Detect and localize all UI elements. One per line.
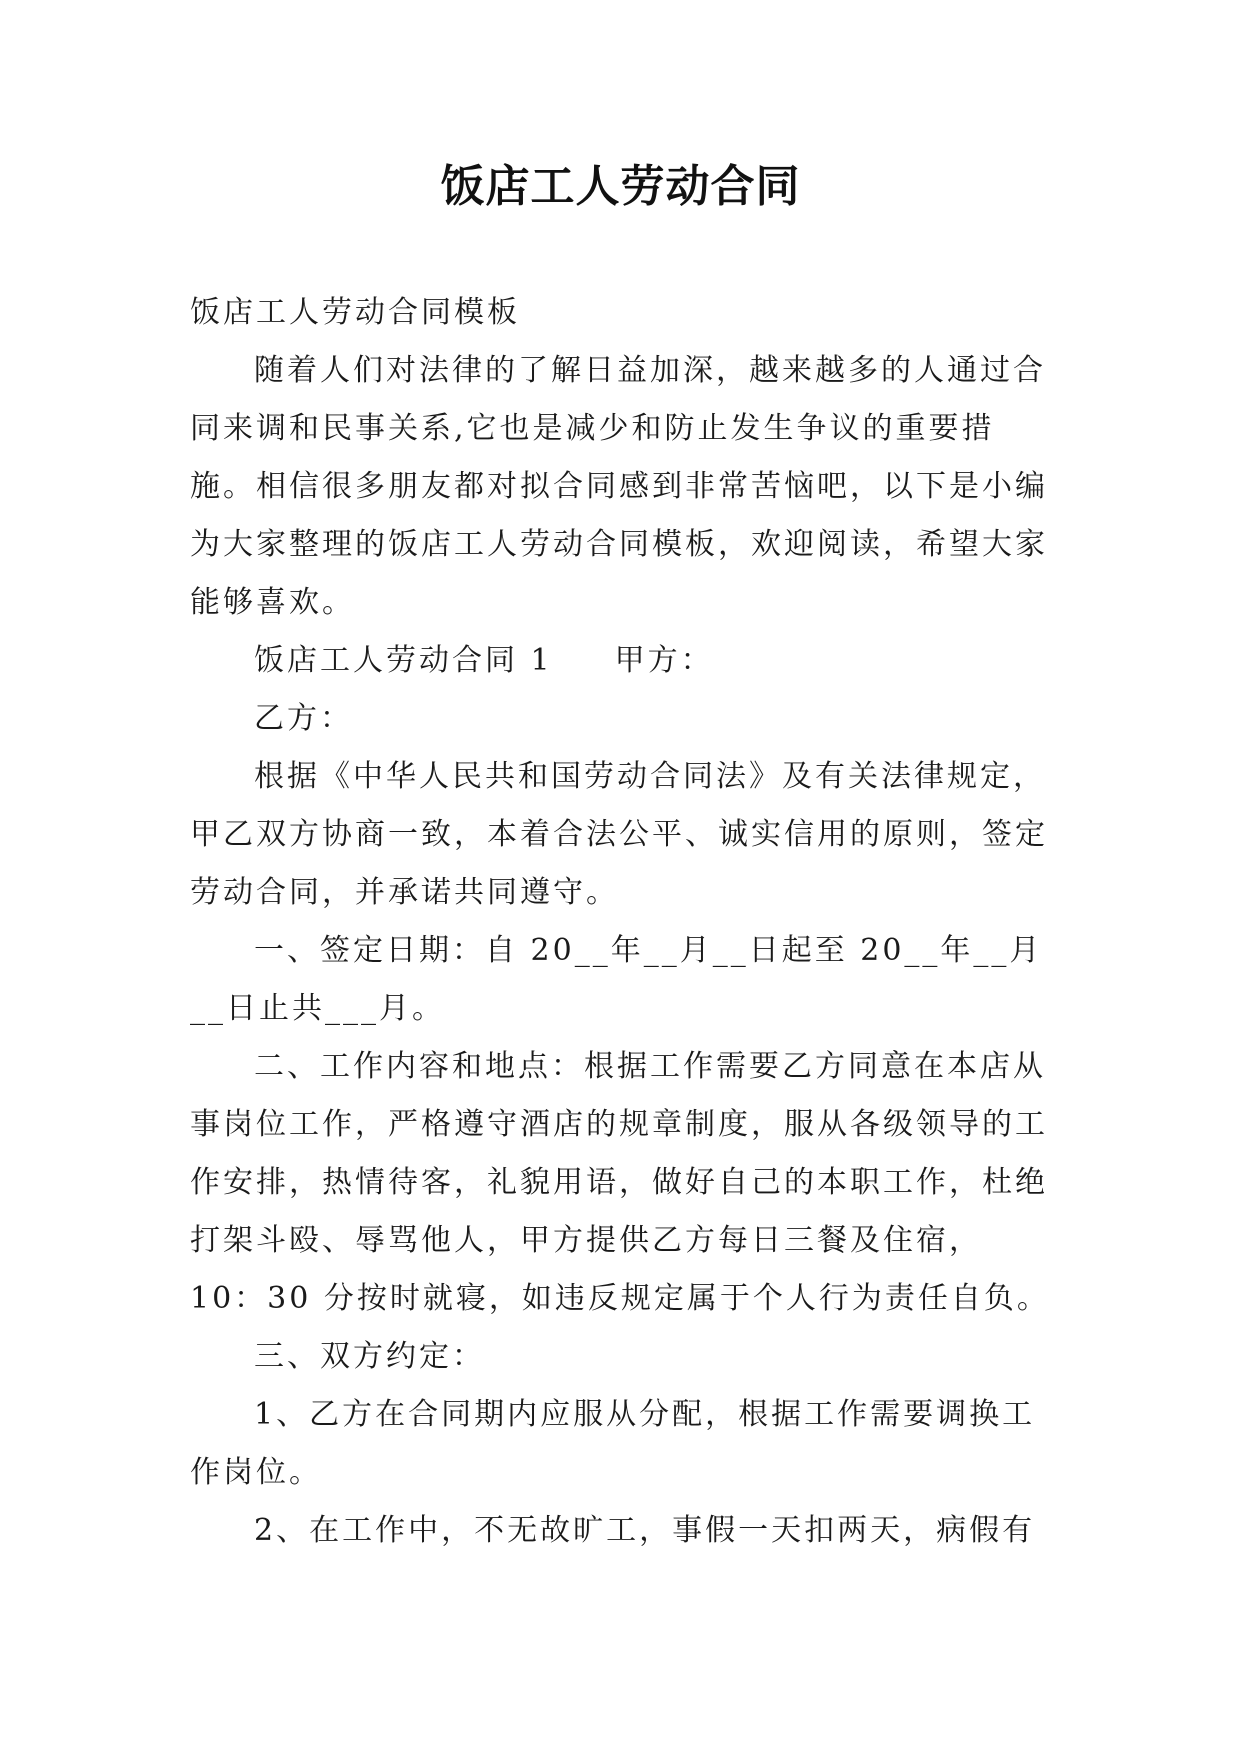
- contract-heading: 饭店工人劳动合同 1: [254, 643, 553, 678]
- item-2-paragraph: 2、在工作中，不无故旷工，事假一天扣两天，病假有: [254, 1513, 1036, 1548]
- contract-heading-paragraph: [190, 632, 1052, 690]
- item-1-paragraph: 1、乙方在合同期内应服从分配，根据工作需要调换工作岗位。: [190, 1397, 1036, 1490]
- document-title: 饭店工人劳动合同: [440, 161, 801, 212]
- clause-3-paragraph: 三、双方约定：: [254, 1339, 485, 1374]
- document-body: [190, 284, 1052, 1560]
- intro-paragraph: 随着人们对法律的了解日益加深，越来越多的人通过合同来调和民事关系,它也是减少和防止发生争议的重要措施。相信很多朋友都对拟合同感到非常苦恼吧，以下是小编为大家整理的饭店工人劳动合同模板，欢迎阅读，希望大家能够喜欢。: [190, 353, 1048, 620]
- clause-2-paragraph: 二、工作内容和地点：根据工作需要乙方同意在本店从事岗位工作，严格遵守酒店的规章制度，服从各级领导的工作安排，热情待客，礼貌用语，做好自己的本职工作，杜绝打架斗殴、辱骂他人，甲方提供乙方每日三餐及住宿，10：30 分按时就寝，如违反规定属于个人行为责任自负。: [190, 1049, 1050, 1316]
- party-a-label: 甲方：: [614, 643, 714, 678]
- basis-paragraph: 根据《中华人民共和国劳动合同法》及有关法律规定，甲乙双方协商一致，本着合法公平、诚实信用的原则，签定劳动合同，并承诺共同遵守。: [190, 759, 1048, 910]
- clause-1-paragraph: 一、签定日期：自 20__年__月__日起至 20__年__月__日止共___月。: [190, 933, 1043, 1026]
- template-name-paragraph: 饭店工人劳动合同模板: [190, 295, 520, 330]
- party-b-paragraph: 乙方：: [254, 701, 353, 736]
